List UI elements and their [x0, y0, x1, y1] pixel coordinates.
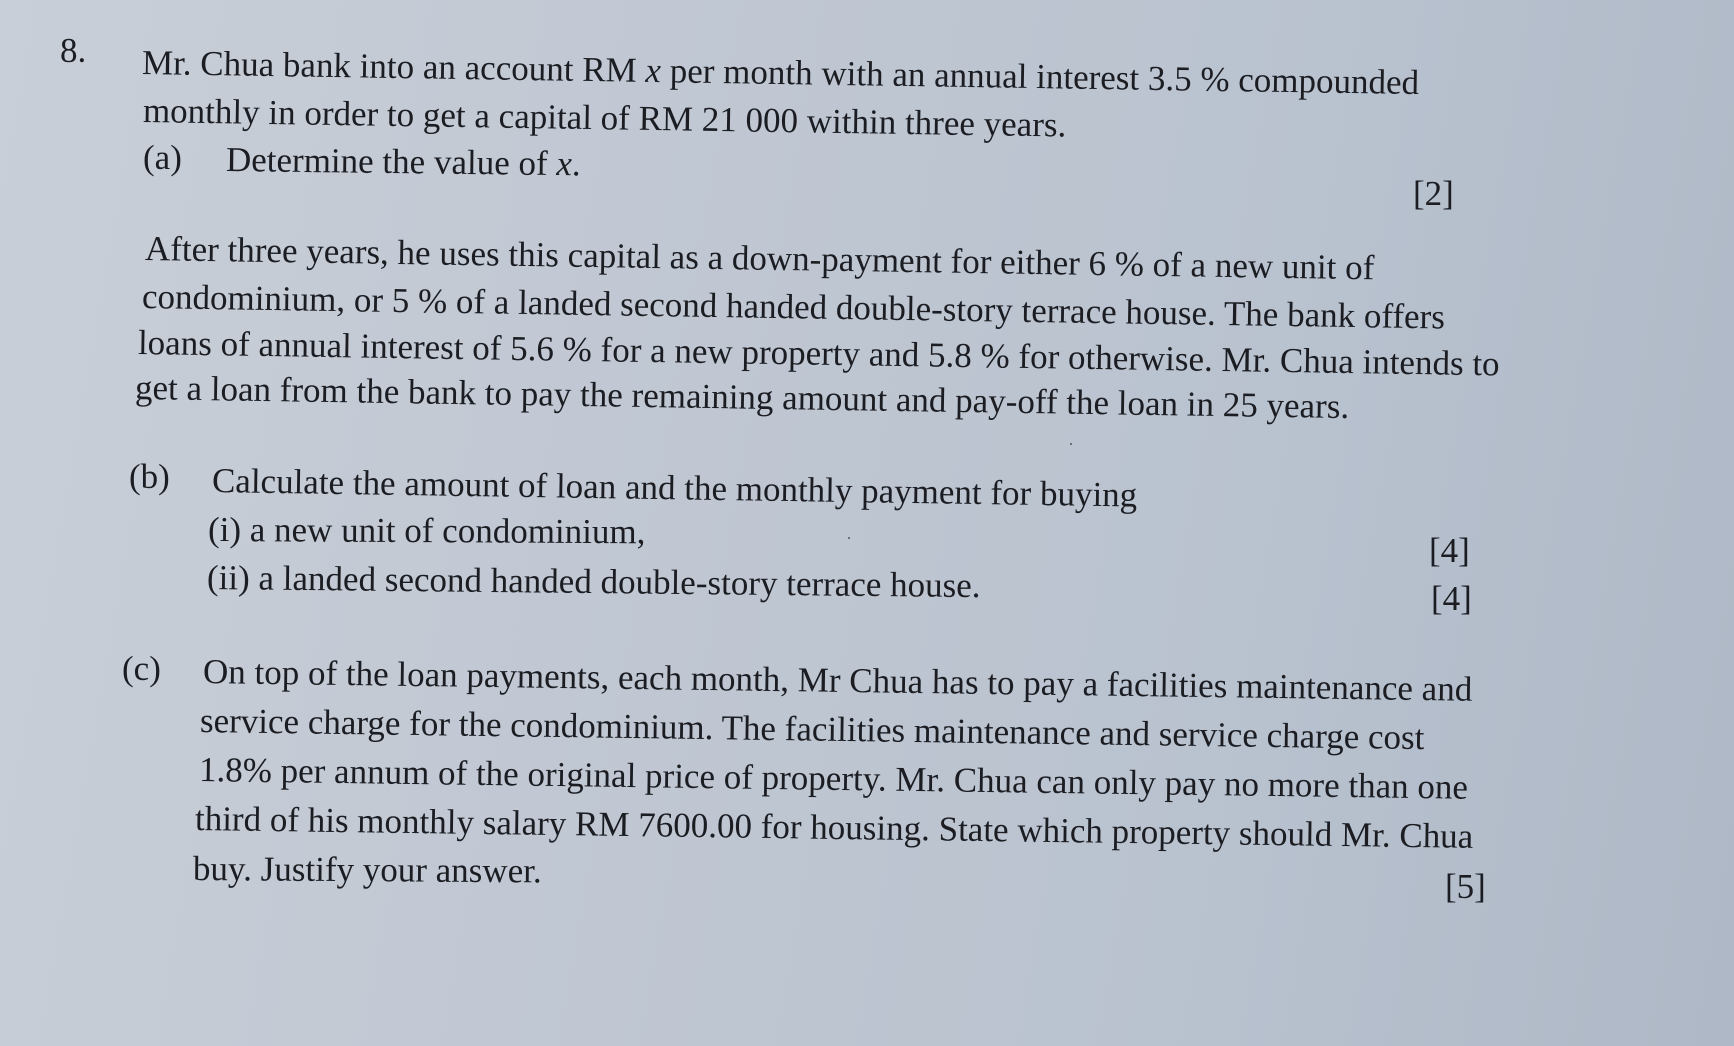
part-a-text-after: . — [571, 144, 581, 184]
part-a-variable: x — [556, 144, 573, 184]
context-line-2: condominium, or 5 % of a landed second handed double-story terrace house. The bank offers — [141, 277, 1446, 337]
part-c-label: (c) — [122, 649, 161, 688]
part-c-line-3: 1.8% per annum of the original price of property. Mr. Chua can only pay no more than one — [198, 750, 1469, 807]
context-line-1: After three years, he uses this capital as a down-payment for either 6 % of a new unit of — [144, 229, 1375, 288]
part-c-line-1: On top of the loan payments, each month, Mr Chua has to pay a facilities maintenance and — [202, 652, 1473, 709]
context-line-3: loans of annual interest of 5.6 % for a new property and 5.8 % for otherwise. Mr. Chua intends to — [137, 323, 1500, 384]
part-c-line-5: buy. Justify your answer. — [192, 849, 542, 891]
variable-x: x — [645, 50, 662, 91]
part-c-line-4: third of his monthly salary RM 7600.00 for housing. State which property should Mr. Chua — [194, 799, 1474, 856]
part-b-sub-i: (i) a new unit of condominium, — [207, 510, 646, 552]
paper-speck — [848, 537, 850, 539]
intro-line-2: monthly in order to get a capital of RM 21 000 within three years. — [142, 91, 1067, 145]
part-a-label: (a) — [143, 138, 182, 177]
intro-text-1b: per month with an annual interest 3.5 % compounded — [669, 51, 1420, 103]
part-b-sub-ii: (ii) a landed second handed double-story terrace house. — [206, 558, 981, 606]
part-b-label: (b) — [129, 457, 170, 496]
intro-text-1a: Mr. Chua bank into an account RM — [141, 43, 638, 90]
part-a-text-before: Determine the value of — [225, 140, 548, 183]
part-b-marks-i: [4] — [1429, 531, 1470, 570]
question-number: 8. — [60, 31, 87, 70]
part-b-marks-ii: [4] — [1431, 579, 1472, 618]
part-c-marks: [5] — [1445, 867, 1486, 906]
part-a-text — [226, 139, 581, 185]
paper-speck — [1070, 443, 1072, 445]
part-a-marks: [2] — [1413, 174, 1454, 213]
part-b-text: Calculate the amount of loan and the monthly payment for buying — [211, 461, 1138, 515]
part-c-line-2: service charge for the condominium. The facilities maintenance and service charge cost — [199, 701, 1425, 758]
context-line-4: get a loan from the bank to pay the remaining amount and pay-off the loan in 25 years. — [134, 368, 1350, 427]
